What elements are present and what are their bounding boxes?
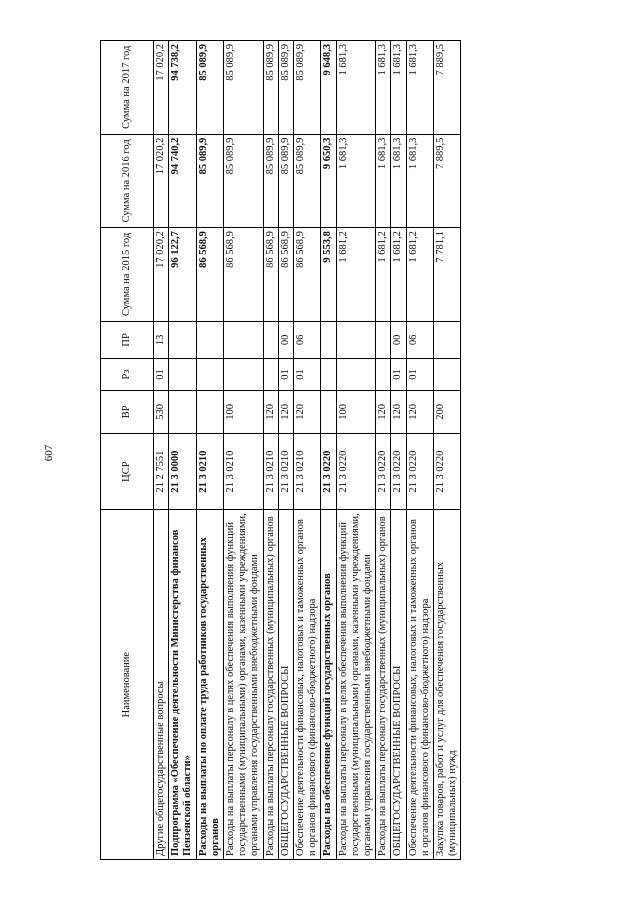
row-rz: 01 — [406, 359, 433, 391]
table-row — [154, 41, 169, 860]
table-row — [224, 41, 264, 860]
row-sum-2015: 86 568,9 — [294, 228, 321, 322]
row-sum-2016: 7 889,5 — [434, 134, 461, 228]
table-row — [406, 41, 433, 860]
header-csr: ЦСР — [101, 433, 154, 509]
row-vr: 100 — [336, 390, 376, 433]
row-vr: 200 — [434, 390, 461, 433]
row-rz: 01 — [154, 359, 169, 391]
row-name: Обеспечение деятельности финансовых, налоговых и таможенных органов и органов финансового (финансово-бюджетного) надзора — [406, 510, 433, 860]
table-row — [321, 41, 336, 860]
table-row — [391, 41, 406, 860]
row-rz — [263, 359, 278, 391]
row-pr — [321, 321, 336, 358]
header-sum-2016: Сумма на 2016 год — [101, 134, 154, 228]
row-sum-2015: 9 553,8 — [321, 228, 336, 322]
row-sum-2017: 1 681,3 — [376, 41, 391, 135]
row-sum-2016: 94 740,2 — [169, 134, 196, 228]
row-sum-2017: 85 089,9 — [196, 41, 223, 135]
table-row — [169, 41, 196, 860]
row-vr: 530 — [154, 390, 169, 433]
row-sum-2016: 85 089,9 — [278, 134, 293, 228]
row-sum-2017: 85 089,9 — [224, 41, 264, 135]
row-rz: 01 — [391, 359, 406, 391]
row-vr — [196, 390, 223, 433]
budget-table — [100, 40, 461, 860]
row-name: Расходы на выплаты персоналу в целях обеспечения выполнения функций государственными (муниципальными) органами, казенными учреждениями, органами управления государственными внебюджетными фондами — [224, 510, 264, 860]
row-sum-2017: 9 648,3 — [321, 41, 336, 135]
row-name: Закупка товаров, работ и услуг для обеспечения государственных (муниципальных) нужд — [434, 510, 461, 860]
row-csr: 21 3 0210 — [224, 433, 264, 509]
row-pr — [196, 321, 223, 358]
row-pr: 13 — [154, 321, 169, 358]
rotated-page-content — [100, 40, 620, 860]
table-row — [263, 41, 278, 860]
row-sum-2015: 1 681,2 — [391, 228, 406, 322]
table-row — [294, 41, 321, 860]
row-csr: 21 2 7551 — [154, 433, 169, 509]
page-number: 607 — [43, 444, 55, 462]
header-sum-2017: Сумма на 2017 год — [101, 41, 154, 135]
row-rz — [224, 359, 264, 391]
row-rz — [196, 359, 223, 391]
row-vr: 120 — [278, 390, 293, 433]
row-name: Расходы на выплаты персоналу государственных (муниципальных) органов — [376, 510, 391, 860]
row-csr: 21 3 0220 — [321, 433, 336, 509]
row-name: Подпрограмма «Обеспечение деятельности Министерства финансов Пензенской области» — [169, 510, 196, 860]
row-name: Другие общегосударственные вопросы — [154, 510, 169, 860]
row-sum-2015: 7 781,1 — [434, 228, 461, 322]
row-pr — [263, 321, 278, 358]
row-pr — [169, 321, 196, 358]
row-csr: 21 3 0220 — [434, 433, 461, 509]
row-sum-2015: 86 568,9 — [224, 228, 264, 322]
row-sum-2016: 85 089,9 — [294, 134, 321, 228]
row-sum-2017: 17 020,2 — [154, 41, 169, 135]
row-pr — [336, 321, 376, 358]
row-sum-2016: 1 681,3 — [406, 134, 433, 228]
row-name: Расходы на обеспечение функций государственных органов — [321, 510, 336, 860]
row-sum-2016: 1 681,3 — [391, 134, 406, 228]
row-vr: 120 — [294, 390, 321, 433]
row-pr: 00 — [278, 321, 293, 358]
row-vr: 120 — [391, 390, 406, 433]
row-pr: 06 — [406, 321, 433, 358]
table-row — [196, 41, 223, 860]
row-sum-2017: 85 089,9 — [278, 41, 293, 135]
row-sum-2015: 86 568,9 — [263, 228, 278, 322]
row-sum-2016: 85 089,9 — [196, 134, 223, 228]
row-name: Обеспечение деятельности финансовых, налоговых и таможенных органов и органов финансового (финансово-бюджетного) надзора — [294, 510, 321, 860]
table-row — [434, 41, 461, 860]
row-vr — [169, 390, 196, 433]
row-sum-2017: 85 089,9 — [294, 41, 321, 135]
row-rz — [321, 359, 336, 391]
row-pr: 06 — [294, 321, 321, 358]
row-sum-2016: 17 020,2 — [154, 134, 169, 228]
row-name: Расходы на выплаты персоналу государственных (муниципальных) органов — [263, 510, 278, 860]
row-sum-2017: 1 681,3 — [406, 41, 433, 135]
row-sum-2017: 85 089,9 — [263, 41, 278, 135]
row-sum-2015: 1 681,2 — [376, 228, 391, 322]
row-csr: 21 3 0220 — [391, 433, 406, 509]
row-sum-2016: 1 681,3 — [336, 134, 376, 228]
row-csr: 21 3 0000 — [169, 433, 196, 509]
row-pr — [224, 321, 264, 358]
row-sum-2016: 1 681,3 — [376, 134, 391, 228]
row-sum-2015: 86 568,9 — [278, 228, 293, 322]
row-sum-2015: 86 568,9 — [196, 228, 223, 322]
row-vr: 120 — [406, 390, 433, 433]
row-sum-2017: 1 681,3 — [336, 41, 376, 135]
row-pr — [376, 321, 391, 358]
row-sum-2016: 85 089,9 — [224, 134, 264, 228]
row-csr: 21 3 0220 — [406, 433, 433, 509]
row-csr: 21 3 0220 — [376, 433, 391, 509]
row-sum-2016: 9 650,3 — [321, 134, 336, 228]
table-header-row — [101, 41, 154, 860]
row-name: ОБЩЕГОСУДАРСТВЕННЫЕ ВОПРОСЫ — [391, 510, 406, 860]
row-pr: 00 — [391, 321, 406, 358]
row-sum-2015: 1 681,2 — [336, 228, 376, 322]
header-sum-2015: Сумма на 2015 год — [101, 228, 154, 322]
row-csr: 21 3 0210 — [278, 433, 293, 509]
row-csr: 21 3 0220 — [336, 433, 376, 509]
row-sum-2017: 94 738,2 — [169, 41, 196, 135]
row-name: Расходы на выплаты персоналу в целях обеспечения выполнения функций государственными (муниципальными) органами, казенными учреждениями, органами управления государственными внебюджетными фондами — [336, 510, 376, 860]
header-vr: ВР — [101, 390, 154, 433]
row-rz: 01 — [294, 359, 321, 391]
row-sum-2016: 85 089,9 — [263, 134, 278, 228]
row-vr: 120 — [263, 390, 278, 433]
row-vr — [321, 390, 336, 433]
table-row — [376, 41, 391, 860]
row-name: ОБЩЕГОСУДАРСТВЕННЫЕ ВОПРОСЫ — [278, 510, 293, 860]
row-csr: 21 3 0210 — [263, 433, 278, 509]
row-sum-2015: 17 020,2 — [154, 228, 169, 322]
row-name: Расходы на выплаты по оплате труда работников государственных органов — [196, 510, 223, 860]
header-pr: ПР — [101, 321, 154, 358]
row-sum-2015: 96 122,7 — [169, 228, 196, 322]
row-sum-2017: 7 889,5 — [434, 41, 461, 135]
row-vr: 100 — [224, 390, 264, 433]
row-rz — [434, 359, 461, 391]
header-rz: Рз — [101, 359, 154, 391]
row-rz — [169, 359, 196, 391]
row-rz: 01 — [278, 359, 293, 391]
row-sum-2015: 1 681,2 — [406, 228, 433, 322]
row-csr: 21 3 0210 — [196, 433, 223, 509]
row-csr: 21 3 0210 — [294, 433, 321, 509]
row-rz — [336, 359, 376, 391]
row-sum-2017: 1 681,3 — [391, 41, 406, 135]
row-rz — [376, 359, 391, 391]
row-vr: 120 — [376, 390, 391, 433]
header-name: Наименование — [101, 510, 154, 860]
row-pr — [434, 321, 461, 358]
table-row — [278, 41, 293, 860]
table-row — [336, 41, 376, 860]
